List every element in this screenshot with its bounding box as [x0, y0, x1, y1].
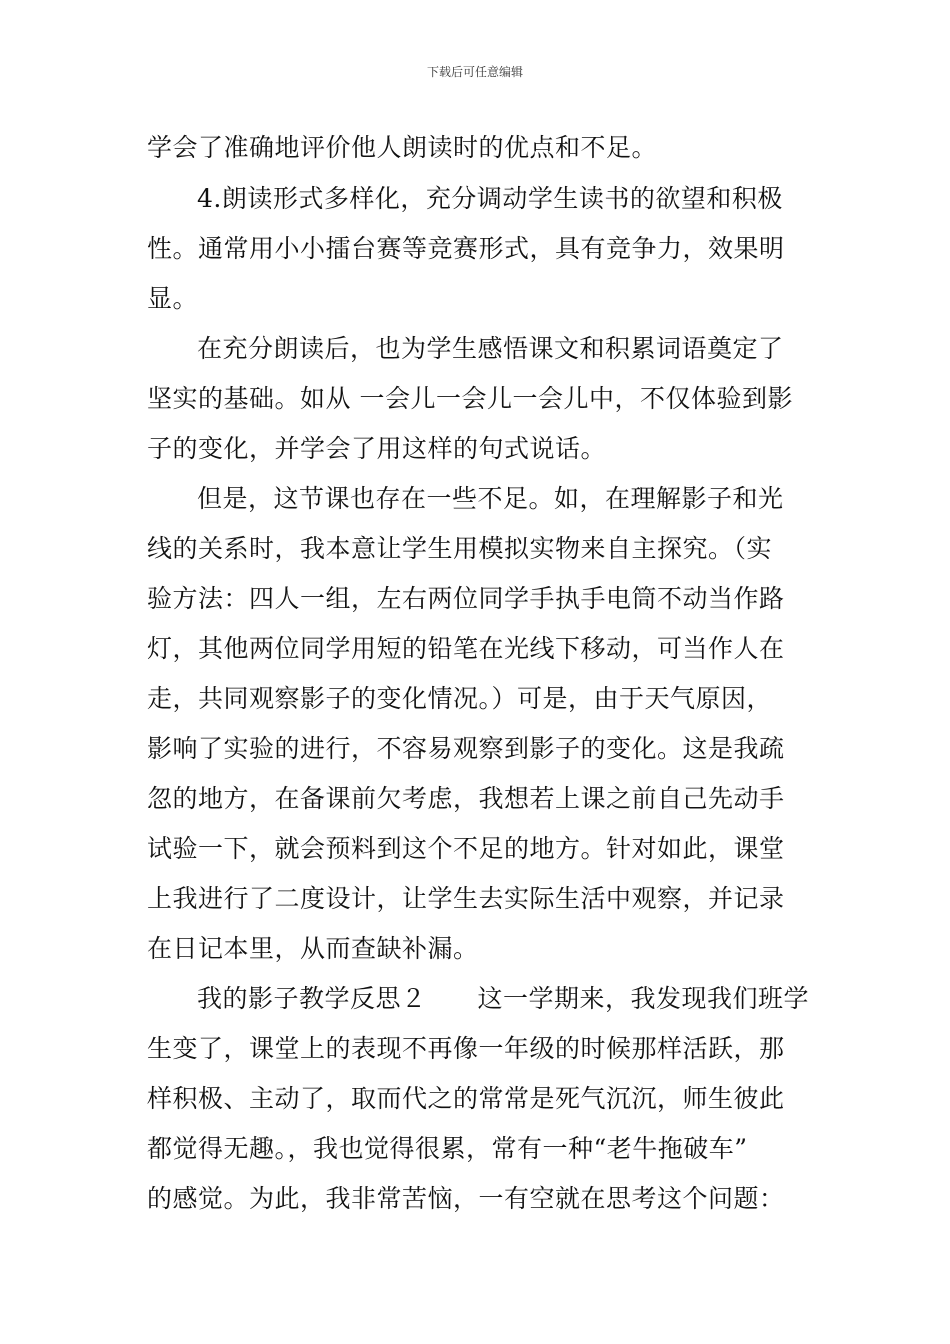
text-line: 我的影子教学反思２ 这一学期来，我发现我们班学	[197, 984, 810, 1013]
text-line: 在充分朗读后，也为学生感悟课文和积累词语奠定了	[197, 334, 784, 363]
text-line: 在日记本里，从而查缺补漏。	[147, 934, 479, 963]
text-line: 忽的地方，在备课前欠考虑，我想若上课之前自己先动手	[147, 784, 785, 813]
text-line: 影响了实验的进行，不容易观察到影子的变化。这是我疏	[147, 734, 785, 763]
text-line: 灯，其他两位同学用短的铅笔在光线下移动，可当作人在	[147, 634, 785, 663]
text-line: 子的变化，并学会了用这样的句式说话。	[147, 434, 607, 463]
text-line: 4.朗读形式多样化，充分调动学生读书的欲望和积极	[197, 184, 783, 213]
text-line: 样积极、主动了，取而代之的常常是死气沉沉，师生彼此	[147, 1084, 785, 1113]
text-line: 都觉得无趣。，我也觉得很累，常有一种“老牛拖破车”	[147, 1134, 748, 1163]
text-line: 性。通常用小小擂台赛等竞赛形式，具有竞争力，效果明	[147, 234, 785, 263]
text-line: 试验一下，就会预料到这个不足的地方。针对如此，课堂	[147, 834, 785, 863]
text-line: 生变了，课堂上的表现不再像一年级的时候那样活跃，那	[147, 1034, 785, 1063]
page-header: 下载后可任意编辑	[426, 65, 523, 79]
text-line: 学会了准确地评价他人朗读时的优点和不足。	[147, 133, 658, 162]
text-line: 走，共同观察影子的变化情况。）可是，由于天气原因，	[147, 684, 773, 713]
text-line: 显。	[147, 284, 199, 313]
text-line: 验方法：四人一组，左右两位同学手执手电筒不动当作路	[147, 584, 785, 613]
text-line: 坚实的基础。如从 一会儿一会儿一会儿中，不仅体验到影	[147, 384, 793, 413]
text-line: 上我进行了二度设计，让学生去实际生活中观察，并记录	[147, 884, 785, 913]
text-line: 但是，这节课也存在一些不足。如，在理解影子和光	[197, 484, 784, 513]
text-line: 线的关系时，我本意让学生用模拟实物来自主探究。（实	[147, 534, 773, 563]
text-line: 的感觉。为此，我非常苦恼，一有空就在思考这个问题：	[147, 1184, 785, 1213]
